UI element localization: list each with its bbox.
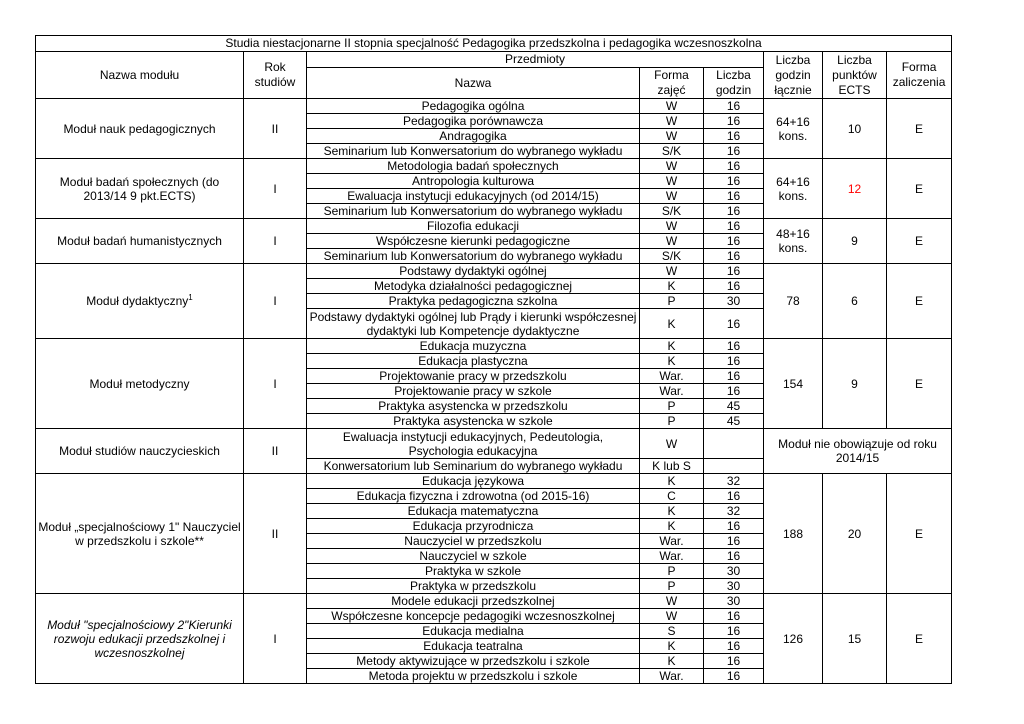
subject-name: Edukacja fizyczna i zdrowotna (od 2015-16) [307, 489, 640, 504]
subject-name: Edukacja matematyczna [307, 504, 640, 519]
subject-form: W [640, 429, 704, 459]
subject-hours: 16 [704, 549, 764, 564]
subject-name: Ewaluacja instytucji edukacyjnych, Pedeutologia, Psychologia edukacyjna [307, 429, 640, 459]
table-row [36, 429, 952, 459]
module-exam-form: E [887, 219, 952, 264]
subject-name: Seminarium lub Konwersatorium do wybranego wykładu [307, 204, 640, 219]
subject-form: S [640, 624, 704, 639]
module-name-text: Moduł badań humanistycznych [57, 234, 222, 248]
module-total-hours: 64+16 kons. [764, 159, 823, 219]
subject-form: War. [640, 384, 704, 399]
subject-hours: 16 [704, 114, 764, 129]
subject-hours: 16 [704, 144, 764, 159]
subject-form: P [640, 294, 704, 309]
subject-name: Modele edukacji przedszkolnej [307, 594, 640, 609]
header-module: Nazwa modułu [36, 52, 244, 99]
module-ects: 20 [823, 474, 887, 594]
module-year: II [244, 474, 307, 594]
subject-name: Ewaluacja instytucji edukacyjnych (od 2014/15) [307, 189, 640, 204]
subject-name: Antropologia kulturowa [307, 174, 640, 189]
module-exam-form: E [887, 159, 952, 219]
subject-hours: 16 [704, 204, 764, 219]
module-name [36, 339, 244, 429]
module-total-hours: 64+16 kons. [764, 99, 823, 159]
table-row [36, 339, 952, 354]
subject-hours: 45 [704, 399, 764, 414]
subject-name: Metodyka działalności pedagogicznej [307, 279, 640, 294]
subject-hours: 16 [704, 624, 764, 639]
module-name-text: Moduł metodyczny [89, 376, 190, 391]
subject-form: W [640, 159, 704, 174]
subject-form: K [640, 639, 704, 654]
module-exam-form: E [887, 474, 952, 594]
subject-form: K [640, 504, 704, 519]
subject-form: War. [640, 669, 704, 684]
subject-form: War. [640, 534, 704, 549]
subject-hours: 16 [704, 369, 764, 384]
subject-hours: 30 [704, 594, 764, 609]
module-name [36, 99, 244, 159]
subject-hours: 16 [704, 99, 764, 114]
module-total-hours: 154 [764, 339, 823, 429]
module-note: Moduł nie obowiązuje od roku 2014/15 [764, 429, 952, 474]
subject-form: War. [640, 369, 704, 384]
module-total-hours: 188 [764, 474, 823, 594]
subject-form: K [640, 309, 704, 339]
module-name [36, 429, 244, 474]
subject-hours: 16 [704, 519, 764, 534]
header-subjects: Przedmioty [307, 52, 764, 68]
module-year: II [244, 99, 307, 159]
module-total-hours: 78 [764, 264, 823, 339]
subject-name: Praktyka w przedszkolu [307, 579, 640, 594]
module-name-text: Moduł „specjalnościowy 1" Nauczyciel w przedszkolu i szkole** [38, 519, 241, 548]
subject-hours: 32 [704, 504, 764, 519]
subject-name: Praktyka w szkole [307, 564, 640, 579]
module-exam-form: E [887, 99, 952, 159]
subject-form: K [640, 654, 704, 669]
subject-name: Andragogika [307, 129, 640, 144]
subject-form: P [640, 579, 704, 594]
subject-hours: 16 [704, 339, 764, 354]
header-name: Nazwa [307, 68, 640, 99]
subject-hours: 30 [704, 579, 764, 594]
subject-hours: 16 [704, 219, 764, 234]
subject-name: Praktyka pedagogiczna szkolna [307, 294, 640, 309]
module-total-hours: 126 [764, 594, 823, 684]
subject-form: W [640, 219, 704, 234]
header-hours: Liczba godzin [704, 68, 764, 99]
module-name-text: Moduł "specjalnościowy 2"Kierunki rozwoju edukacji przedszkolnej i wczesnoszkolnej [47, 617, 232, 660]
header-ects: Liczba punktów ECTS [823, 52, 887, 99]
subject-name: Współczesne kierunki pedagogiczne [307, 234, 640, 249]
module-name [36, 159, 244, 219]
module-name [36, 264, 244, 339]
subject-hours: 16 [704, 669, 764, 684]
subject-form: K lub S [640, 459, 704, 474]
table-title: Studia niestacjonarne II stopnia specjalność Pedagogika przedszkolna i pedagogika wczesnoszkolna [36, 36, 952, 52]
subject-name: Edukacja teatralna [307, 639, 640, 654]
module-name [36, 474, 244, 594]
subject-form: K [640, 354, 704, 369]
subject-form: W [640, 129, 704, 144]
subject-hours: 16 [704, 489, 764, 504]
subject-form: War. [640, 549, 704, 564]
module-year: I [244, 594, 307, 684]
subject-name: Metody aktywizujące w przedszkolu i szkole [307, 654, 640, 669]
subject-name: Podstawy dydaktyki ogólnej lub Prądy i kierunki współczesnej dydaktyki lub Kompetencje dydaktyczne [307, 309, 640, 339]
module-year: I [244, 219, 307, 264]
subject-name: Pedagogika ogólna [307, 99, 640, 114]
subject-name: Praktyka asystencka w szkole [307, 414, 640, 429]
subject-hours [704, 459, 764, 474]
subject-hours: 16 [704, 609, 764, 624]
subject-form: C [640, 489, 704, 504]
subject-name: Nauczyciel w przedszkolu [307, 534, 640, 549]
subject-hours: 16 [704, 384, 764, 399]
subject-form: K [640, 279, 704, 294]
subject-hours: 16 [704, 534, 764, 549]
subject-form: K [640, 339, 704, 354]
subject-name: Projektowanie pracy w przedszkolu [307, 369, 640, 384]
subject-form: W [640, 189, 704, 204]
subject-name: Metodologia badań społecznych [307, 159, 640, 174]
subject-form: S/K [640, 204, 704, 219]
subject-hours: 32 [704, 474, 764, 489]
module-name-text: Moduł studiów nauczycieskich [59, 444, 220, 458]
subject-name: Seminarium lub Konwersatorium do wybranego wykładu [307, 144, 640, 159]
module-name-text: Moduł badań społecznych (do 2013/14 9 pkt.ECTS) [59, 174, 220, 203]
subject-name: Edukacja przyrodnicza [307, 519, 640, 534]
subject-hours: 45 [704, 414, 764, 429]
module-year: I [244, 264, 307, 339]
subject-hours: 16 [704, 129, 764, 144]
subject-form: P [640, 564, 704, 579]
subject-form: W [640, 234, 704, 249]
subject-name: Praktyka asystencka w przedszkolu [307, 399, 640, 414]
subject-name: Edukacja muzyczna [307, 339, 640, 354]
module-ects: 10 [823, 99, 887, 159]
subject-form: W [640, 99, 704, 114]
module-year: I [244, 159, 307, 219]
subject-hours: 16 [704, 354, 764, 369]
subject-name: Edukacja plastyczna [307, 354, 640, 369]
subject-hours: 16 [704, 279, 764, 294]
subject-hours: 16 [704, 159, 764, 174]
module-ects: 6 [823, 264, 887, 339]
module-ects: 15 [823, 594, 887, 684]
module-ects: 9 [823, 339, 887, 429]
header-total-hours: Liczba godzin łącznie [764, 52, 823, 99]
subject-hours: 16 [704, 309, 764, 339]
module-ects: 9 [823, 219, 887, 264]
subject-form: W [640, 594, 704, 609]
subject-hours: 16 [704, 174, 764, 189]
subject-hours: 16 [704, 264, 764, 279]
subject-form: W [640, 114, 704, 129]
subject-hours: 16 [704, 249, 764, 264]
module-name-text: Moduł nauk pedagogicznych [63, 121, 216, 136]
subject-form: S/K [640, 249, 704, 264]
subject-hours: 30 [704, 564, 764, 579]
subject-hours: 16 [704, 189, 764, 204]
subject-hours: 16 [704, 234, 764, 249]
table-row [36, 99, 952, 114]
subject-name: Współczesne koncepcje pedagogiki wczesnoszkolnej [307, 609, 640, 624]
footnote-marker: 1 [188, 293, 193, 302]
subject-name: Nauczyciel w szkole [307, 549, 640, 564]
subject-name: Podstawy dydaktyki ogólnej [307, 264, 640, 279]
table-row [36, 474, 952, 489]
table-row [36, 219, 952, 234]
subject-name: Edukacja językowa [307, 474, 640, 489]
module-name [36, 219, 244, 264]
header-year: Rok studiów [244, 52, 307, 99]
subject-hours: 16 [704, 639, 764, 654]
header-form: Forma zajęć [640, 68, 704, 99]
subject-name: Seminarium lub Konwersatorium do wybranego wykładu [307, 249, 640, 264]
subject-form: P [640, 399, 704, 414]
subject-form: K [640, 474, 704, 489]
subject-hours: 16 [704, 654, 764, 669]
module-name [36, 594, 244, 684]
module-ects: 12 [823, 159, 887, 219]
subject-form: K [640, 519, 704, 534]
subject-form: W [640, 174, 704, 189]
table-row [36, 159, 952, 174]
curriculum-table [35, 35, 952, 684]
subject-form: W [640, 609, 704, 624]
subject-name: Edukacja medialna [307, 624, 640, 639]
subject-name: Konwersatorium lub Seminarium do wybranego wykładu [307, 459, 640, 474]
module-year: II [244, 429, 307, 474]
modules-body [36, 99, 952, 684]
table-row [36, 264, 952, 279]
module-exam-form: E [887, 594, 952, 684]
subject-form: S/K [640, 144, 704, 159]
subject-hours [704, 429, 764, 459]
module-total-hours: 48+16 kons. [764, 219, 823, 264]
subject-form: W [640, 264, 704, 279]
subject-name: Filozofia edukacji [307, 219, 640, 234]
module-name-text: Moduł dydaktyczny [86, 294, 189, 308]
subject-hours: 30 [704, 294, 764, 309]
subject-form: P [640, 414, 704, 429]
module-exam-form: E [887, 339, 952, 429]
module-exam-form: E [887, 264, 952, 339]
header-exam-form: Forma zaliczenia [887, 52, 952, 99]
document-page [35, 35, 951, 684]
subject-name: Projektowanie pracy w szkole [307, 384, 640, 399]
module-year: I [244, 339, 307, 429]
subject-name: Pedagogika porównawcza [307, 114, 640, 129]
subject-name: Metoda projektu w przedszkolu i szkole [307, 669, 640, 684]
table-row [36, 594, 952, 609]
